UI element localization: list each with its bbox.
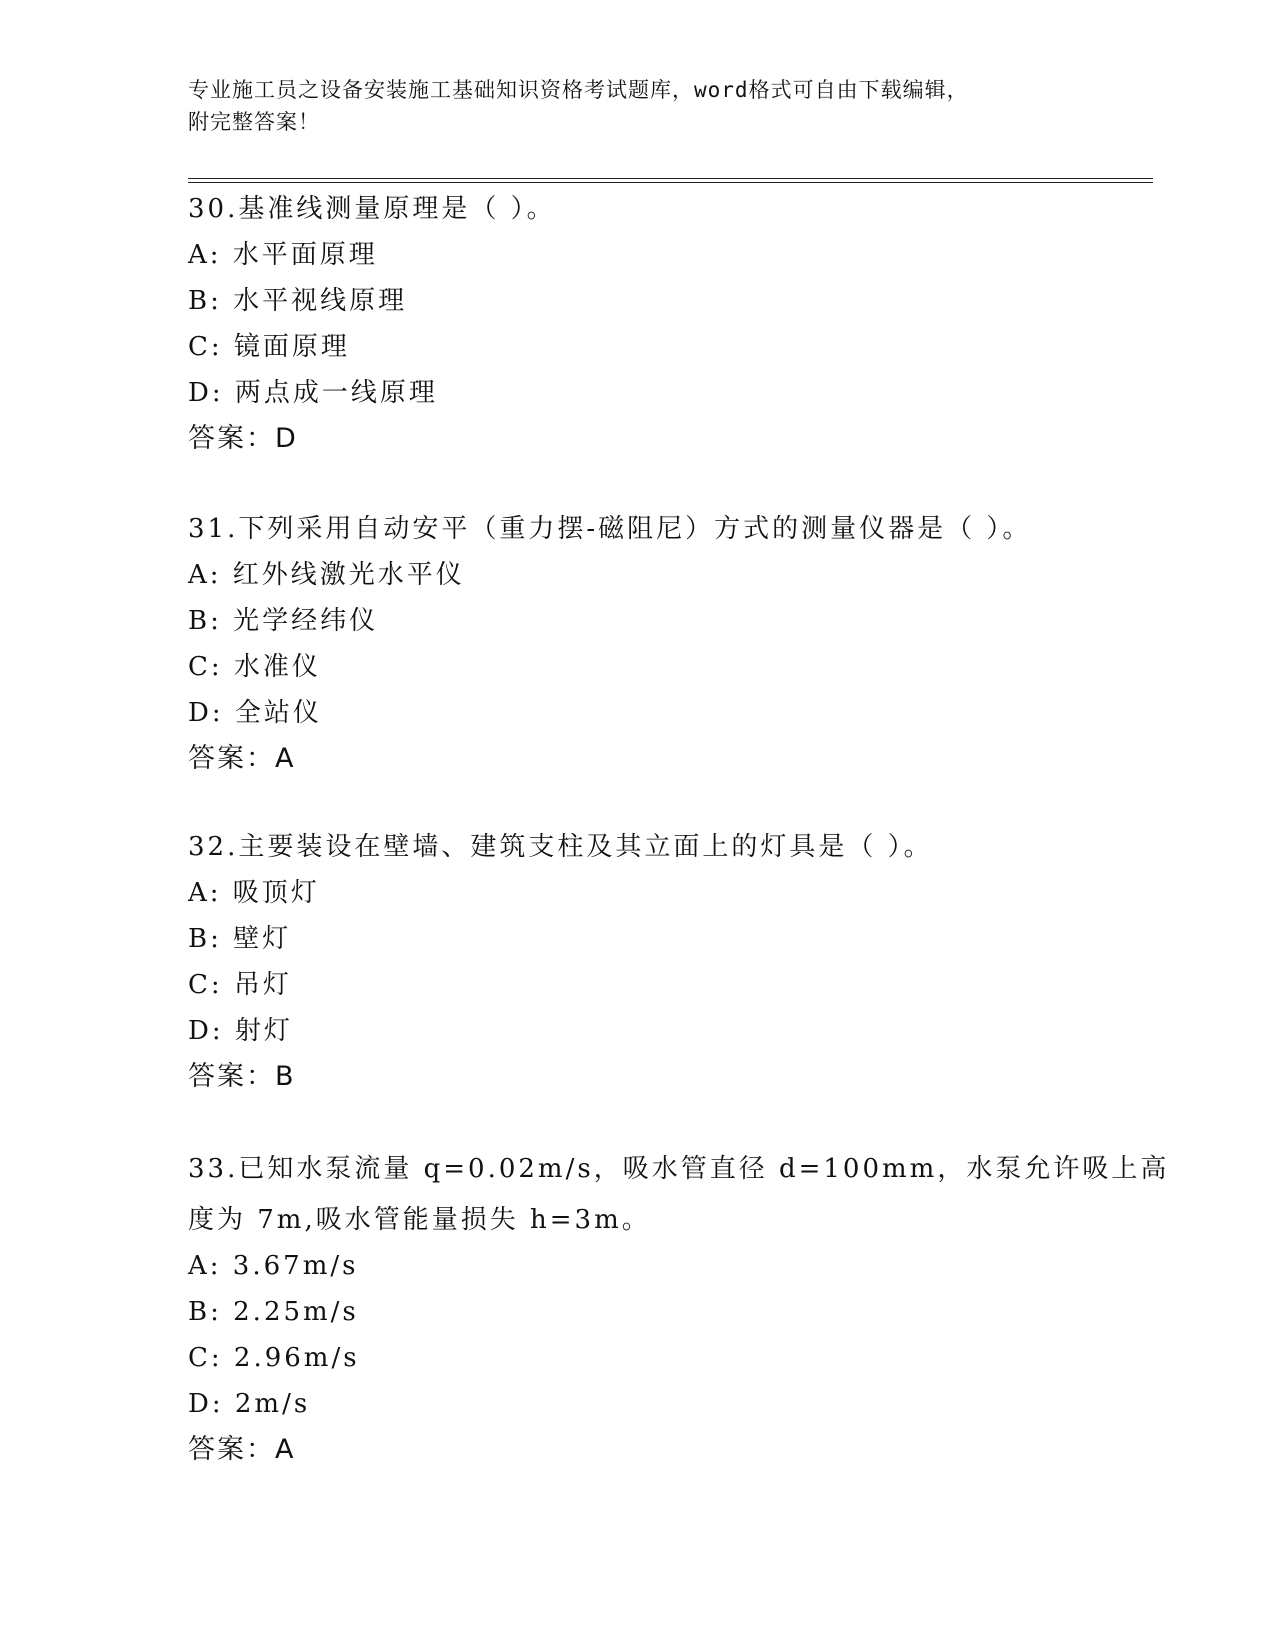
- option-c: C: 2.96m/s: [188, 1343, 360, 1373]
- question-31: [188, 506, 1088, 782]
- question-32: [188, 824, 1088, 1100]
- option-d: D: 两点成一线原理: [188, 378, 438, 408]
- question-stem: 33.已知水泵流量 q=0.02m/s，吸水管直径 d=100mm，水泵允许吸上高: [188, 1154, 1170, 1184]
- document-header: [188, 74, 1088, 138]
- option-c: C: 吊灯: [188, 970, 292, 1000]
- option-b: B: 光学经纬仪: [188, 606, 379, 636]
- option-b: B: 2.25m/s: [188, 1297, 359, 1327]
- question-stem: 32.主要装设在壁墙、建筑支柱及其立面上的灯具是（ ）。: [188, 832, 933, 862]
- header-divider-bottom: [188, 182, 1153, 183]
- header-divider-top: [188, 178, 1153, 179]
- option-d: D: 2m/s: [188, 1389, 311, 1419]
- question-stem-continued: 度为 7m,吸水管能量损失 h=3m。: [188, 1205, 651, 1235]
- option-b: B: 水平视线原理: [188, 286, 408, 316]
- question-30: [188, 186, 1088, 462]
- question-stem: 31.下列采用自动安平（重力摆-磁阻尼）方式的测量仪器是（ ）。: [188, 514, 1032, 544]
- answer-line: 答案：A: [188, 743, 296, 774]
- option-a: A: 红外线激光水平仪: [188, 560, 465, 590]
- option-d: D: 全站仪: [188, 698, 322, 728]
- option-c: C: 水准仪: [188, 652, 321, 682]
- option-d: D: 射灯: [188, 1016, 293, 1046]
- option-a: A: 3.67m/s: [188, 1251, 359, 1281]
- question-stem: 30.基准线测量原理是（ ）。: [188, 194, 556, 224]
- question-33: [188, 1142, 1170, 1473]
- answer-line: 答案：B: [188, 1061, 296, 1092]
- header-line-2: 附完整答案！: [188, 110, 320, 134]
- option-c: C: 镜面原理: [188, 332, 350, 362]
- option-a: A: 吸顶灯: [188, 878, 320, 908]
- header-line-1: 专业施工员之设备安装施工基础知识资格考试题库，word格式可自由下载编辑，: [188, 78, 969, 102]
- answer-line: 答案：D: [188, 423, 298, 454]
- answer-line: 答案：A: [188, 1434, 296, 1465]
- option-b: B: 壁灯: [188, 924, 292, 954]
- option-a: A: 水平面原理: [188, 240, 378, 270]
